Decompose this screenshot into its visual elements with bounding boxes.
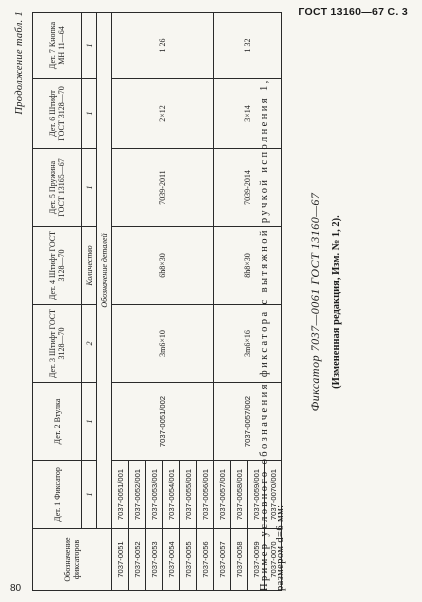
fixator-code: 7037-0057 xyxy=(214,529,231,591)
rotated-content xyxy=(11,11,411,591)
det5-group-b: 7039-2014 xyxy=(214,149,282,227)
document-header: ГОСТ 13160—67 С. 3 xyxy=(298,6,408,18)
qty-det5: 1 xyxy=(82,149,97,227)
col-header-det2: Дет. 2 Втулка xyxy=(33,383,82,461)
fixator-code: 7037-0052 xyxy=(129,529,146,591)
det6-group-a: 2×12 xyxy=(112,79,214,149)
designation-row xyxy=(97,13,112,591)
qty-det6: 1 xyxy=(82,79,97,149)
det1-code: 7037-0052/001 xyxy=(129,461,146,529)
fixator-code: 7037-0070 xyxy=(265,529,282,591)
page-number: 80 xyxy=(10,583,22,594)
col-header-det3: Дет. 3 Штифт ГОСТ 3128—70 xyxy=(33,305,82,383)
det4-group-b: 8h8×30 xyxy=(214,227,282,305)
det2-group-b: 7037-0057/002 xyxy=(214,383,282,461)
det6-group-b: 3×14 xyxy=(214,79,282,149)
continuation-title: Продолжение табл. 1 xyxy=(14,11,25,115)
col-header-det7: Дет. 7 Кнопка МН 11—64 xyxy=(33,13,82,79)
det2-group-a: 7037-0051/002 xyxy=(112,383,214,461)
det3-group-a: 3m6×10 xyxy=(112,305,214,383)
col-header-designation: Обозначение фиксаторов xyxy=(33,529,112,591)
col-header-det1: Дет. 1 Фиксатор xyxy=(33,461,82,529)
quantity-label: Количество xyxy=(84,245,94,286)
col-header-det5: Дет. 5 Пружина ГОСТ 13165—67 xyxy=(33,149,82,227)
det1-code: 7037-0051/001 xyxy=(112,461,129,529)
fixator-code: 7037-0059 xyxy=(248,529,265,591)
det1-code: 7037-0059/001 xyxy=(248,461,265,529)
det3-group-b: 3m6×16 xyxy=(214,305,282,383)
qty-det4 xyxy=(82,227,97,305)
edition-note: (Измененная редакция, Изм. № 1, 2). xyxy=(331,215,342,389)
fixator-code: 7037-0054 xyxy=(163,529,180,591)
fixator-code: 7037-0056 xyxy=(197,529,214,591)
details-table xyxy=(32,12,282,591)
fixator-code: 7037-0058 xyxy=(231,529,248,591)
designation-label: Обозначение деталей xyxy=(97,13,112,529)
det1-code: 7037-0053/001 xyxy=(146,461,163,529)
col-header-det6: Дет. 6 Штифт ГОСТ 3128—70 xyxy=(33,79,82,149)
det1-code: 7037-0058/001 xyxy=(231,461,248,529)
det5-group-a: 7039-2011 xyxy=(112,149,214,227)
example-text: Пример условного обозначения фиксатора с вытяжной ручкой исполнения 1, xyxy=(259,78,270,591)
col-header-det4: Дет. 4 Штифт ГОСТ 3128—70 xyxy=(33,227,82,305)
fixator-code: 7037-0051 xyxy=(112,529,129,591)
qty-det1: 1 xyxy=(82,461,97,529)
example-designation: Фиксатор 7037—0061 ГОСТ 13160—67 xyxy=(308,192,322,412)
quantity-row xyxy=(82,13,97,591)
table-row xyxy=(214,13,231,591)
table-header-row xyxy=(33,13,82,591)
det7-group-a: 1 26 xyxy=(112,13,214,79)
table-row xyxy=(112,13,129,591)
det4-group-a: 6h8×30 xyxy=(112,227,214,305)
fixator-code: 7037-0053 xyxy=(146,529,163,591)
fixator-code: 7037-0055 xyxy=(180,529,197,591)
qty-det7: 1 xyxy=(82,13,97,79)
example-size-text: размером d=6 мм: xyxy=(275,504,286,591)
det1-code: 7037-0056/001 xyxy=(197,461,214,529)
qty-det2: 1 xyxy=(82,383,97,461)
det1-code: 7037-0057/001 xyxy=(214,461,231,529)
det1-code: 7037-0055/001 xyxy=(180,461,197,529)
det1-code: 7037-0070/001 xyxy=(265,461,282,529)
det7-group-b: 1 32 xyxy=(214,13,282,79)
qty-det3: 2 xyxy=(82,305,97,383)
det1-code: 7037-0054/001 xyxy=(163,461,180,529)
